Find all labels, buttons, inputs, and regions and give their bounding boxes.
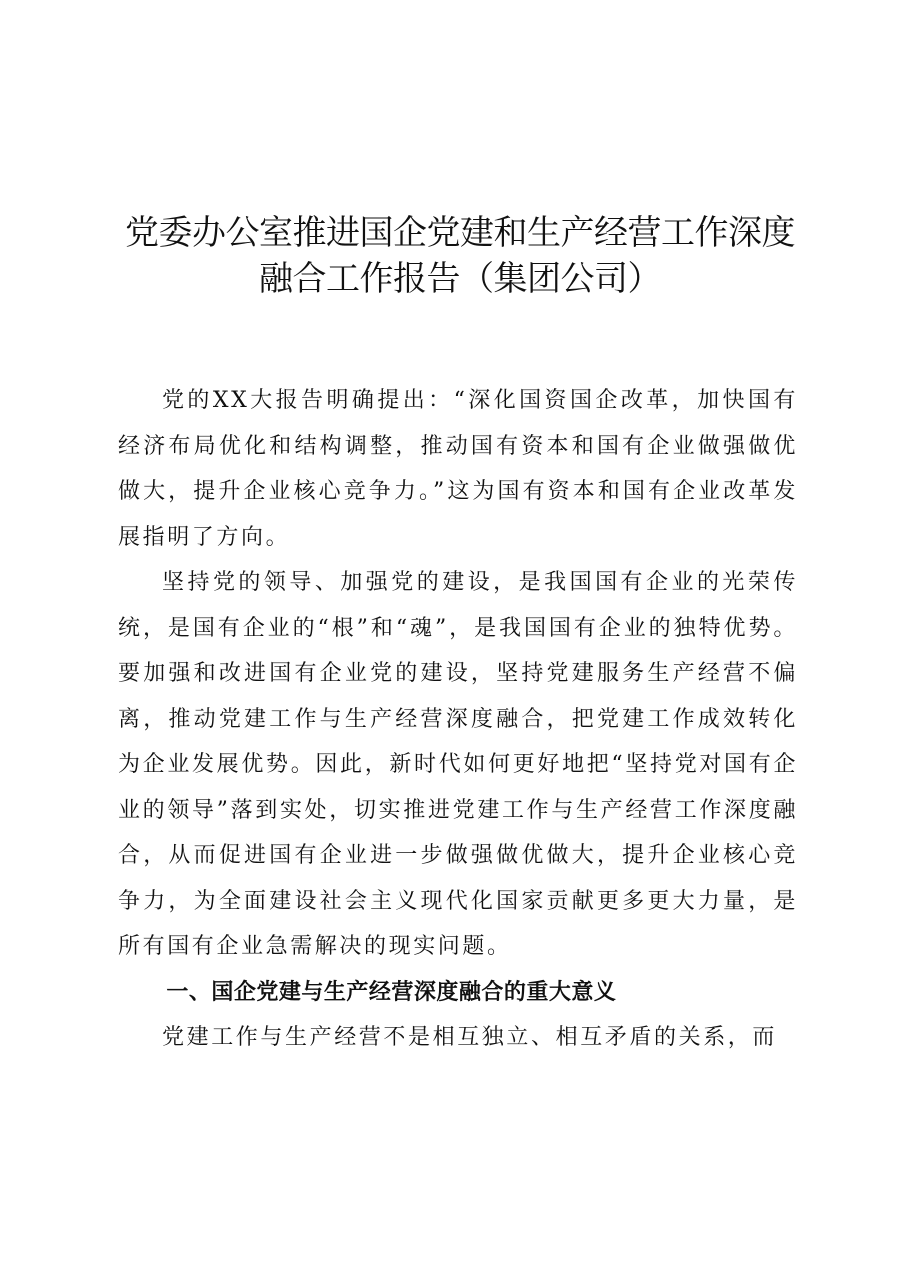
body-paragraph: 党建工作与生产经营不是相互独立、相互矛盾的关系，而 [162, 1025, 778, 1050]
body-paragraph: 坚持党的领导、加强党的建设，是我国国有企业的光荣传统，是国有企业的“根”和“魂”，是我国国有企业的独特优势。要加强和改进国有企业党的建设，坚持党建服务生产经营不偏离，推动党建工作与生产经营深度融合，把党建工作成效转化为企业发展优势。因此，新时代如何更好地把“坚持党对国有企业的领导”落到实处，切实推进党建工作与生产经营工作深度融合，从而促进国有企业进一步做强做优做大，提升企业核心竞争力，为全面建设社会主义现代化国家贡献更多更大力量，是所有国有企业急需解决的现实问题。 [118, 570, 798, 959]
section-heading: 一、国企党建与生产经营深度融合的重大意义 [166, 979, 617, 1005]
title-line-2: 融合工作报告（集团公司） [259, 259, 661, 299]
body-paragraph: 党的XX大报告明确提出：“深化国资国企改革，加快国有经济布局优化和结构调整，推动国有资本和国有企业做强做优做大，提升企业核心竞争力。”这为国有资本和国有企业改革发展指明了方向。 [118, 388, 798, 550]
document-body [118, 378, 798, 1061]
title-line-1: 党委办公室推进国企党建和生产经营工作深度 [125, 213, 795, 253]
document-title [100, 210, 820, 302]
